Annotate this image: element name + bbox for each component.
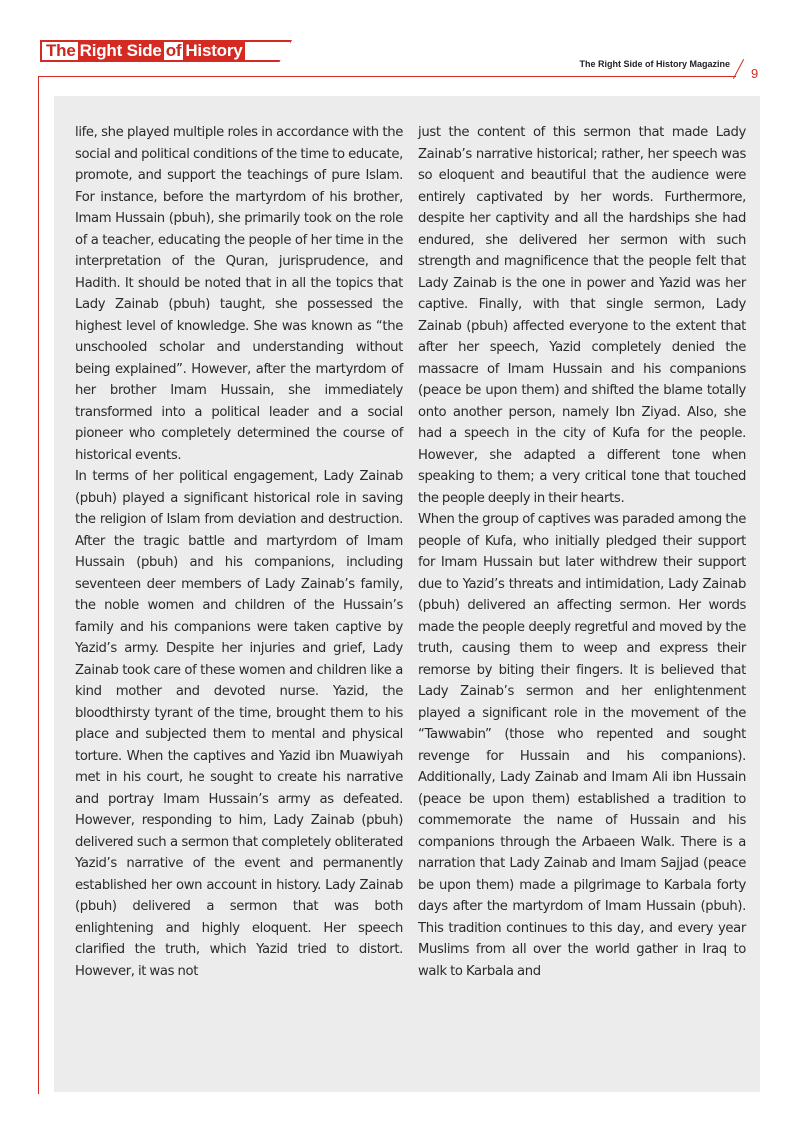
magazine-logo xyxy=(40,40,296,64)
logo-word-of: of xyxy=(165,41,182,60)
logo-text xyxy=(44,40,245,62)
logo-word-history: History xyxy=(185,41,243,60)
right-column xyxy=(418,122,746,982)
page-number: 9 xyxy=(751,66,759,81)
left-paragraph-1: life, she played multiple roles in accordance with the social and political conditions of the time to educate, promote, and support the teachings of pure Islam. For instance, before the martyrdom of his brother, Imam Hussain (pbuh), she primarily took on the role of a teacher, educating the people of her time in the interpretation of the Quran, jurisprudence, and Hadith. It should be noted that in all the topics that Lady Zainab (pbuh) taught, she possessed the highest level of knowledge. She was known as “the unschooled scholar and understanding without being explained”. However, after the martyrdom of her brother Imam Hussain, she immediately transformed into a political leader and a social pioneer who completely determined the course of historical events. xyxy=(75,125,403,463)
right-paragraph-2: When the group of captives was paraded among the people of Kufa, who initially pledged their support for Imam Hussain but later withdrew their support due to Yazid’s threats and intimidation, Lady Zainab (pbuh) delivered an affecting sermon. Her words made the people deeply regretful and moved by the truth, causing them to weep and express their remorse by biting their fingers. It is believed that Lady Zainab’s sermon and her enlightenment played a significant role in the movement of the “Tawwabin” (those who repented and sought revenge for Hussain and his companions). Additionally, Lady Zainab and Imam Ali ibn Hussain (peace be upon them) established a tradition to commemorate the name of Hussain and his companions through the Arbaeen Walk. There is a narration that Lady Zainab and Imam Sajjad (peace be upon them) made a pilgrimage to Karbala forty days after the martyrdom of Imam Hussain (pbuh). This tradition continues to this day, and every year Muslims from all over the world gather in Iraq to walk to Karbala and xyxy=(418,512,746,979)
right-paragraph-1: just the content of this sermon that made Lady Zainab’s narrative historical; rather, her speech was so eloquent and beautiful that the audience were entirely captivated by her words. Furthermore, despite her captivity and all the hardships she had endured, she delivered her sermon with such strength and magnificence that the people felt that Lady Zainab is the one in power and Yazid was her captive. Finally, with that single sermon, Lady Zainab (pbuh) affected everyone to the extent that after her speech, Yazid completely denied the massacre of Imam Hussain and his companions (peace be upon them) and shifted the blame totally onto another person, namely Ibn Ziyad. Also, she had a speech in the city of Kufa for the people. However, she adapted a different tone when speaking to them; a very critical tone that touched the people deeply in their hearts. xyxy=(418,125,746,506)
logo-word-right-side: Right Side xyxy=(79,41,162,60)
side-rule xyxy=(38,76,39,1094)
magazine-title: The Right Side of History Magazine xyxy=(579,59,730,69)
header-rule xyxy=(38,76,736,77)
page-number-divider xyxy=(733,59,744,79)
left-column xyxy=(75,122,403,982)
left-paragraph-2: In terms of her political engagement, Lady Zainab (pbuh) played a significant historical role in saving the religion of Islam from deviation and destruction. After the tragic battle and martyrdom of Imam Hussain (pbuh) and his companions, including seventeen deer members of Lady Zainab’s family, the noble women and children of the Hussain’s family and his companions were taken captive by Yazid’s army. Despite her injuries and grief, Lady Zainab took care of these women and children like a kind mother and devoted nurse. Yazid, the bloodthirsty tyrant of the time, brought them to his place and subjected them to mental and physical torture. When the captives and Yazid ibn Muawiyah met in his court, he sought to create his narrative and portray Imam Hussain’s army as defeated. However, responding to him, Lady Zainab (pbuh) delivered such a sermon that completely obliterated Yazid’s narrative of the event and permanently established her own account in history. Lady Zainab (pbuh) delivered a sermon that was both enlightening and highly eloquent. Her speech clarified the truth, which Yazid tried to distort. However, it was not xyxy=(75,469,403,979)
logo-word-the: The xyxy=(46,41,76,60)
